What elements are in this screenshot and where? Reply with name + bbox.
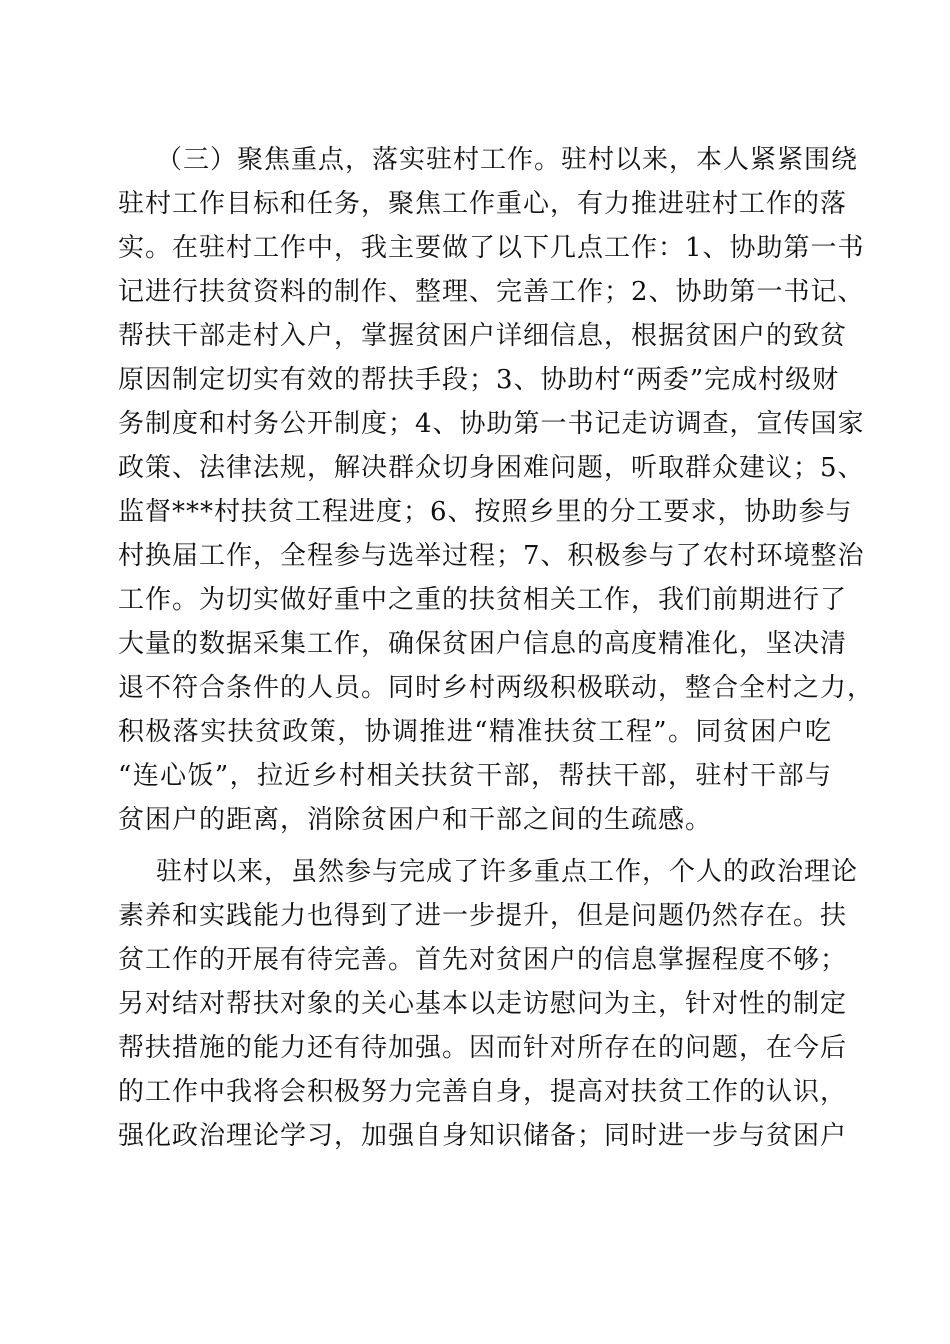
paragraph-line: 村换届工作，全程参与选举过程；7、积极参与了农村环境整治 [118,541,865,571]
paragraph-work-summary [118,138,875,842]
paragraph-line: 另对结对帮扶对象的关心基本以走访慰问为主，针对性的制定 [118,989,848,1019]
paragraph-line: 帮扶干部走村入户，掌握贫困户详细信息，根据贫困户的致贫 [118,321,848,351]
paragraph-line: 实。在驻村工作中，我主要做了以下几点工作：1、协助第一书 [118,233,865,263]
paragraph-line: 驻村工作目标和任务，聚焦工作重心，有力推进驻村工作的落 [118,189,848,219]
paragraph-line: 务制度和村务公开制度；4、协助第一书记走访调查，宣传国家 [118,409,865,439]
paragraph-line: 贫困户的距离，消除贫困户和干部之间的生疏感。 [118,805,713,835]
paragraph-line: 的工作中我将会积极努力完善自身，提高对扶贫工作的认识， [118,1077,848,1107]
paragraph-line: 素养和实践能力也得到了进一步提升，但是问题仍然存在。扶 [118,901,848,931]
paragraph-line: 驻村以来，虽然参与完成了许多重点工作，个人的政治理论 [156,857,859,887]
paragraph-line: 帮扶措施的能力还有待加强。因而针对所存在的问题，在今后 [118,1033,848,1063]
paragraph-line: “连心饭”，拉近乡村相关扶贫干部，帮扶干部，驻村干部与 [118,761,832,791]
paragraph-line: 监督***村扶贫工程进度；6、按照乡里的分工要求，协助参与 [118,497,853,527]
paragraph-line: 大量的数据采集工作，确保贫困户信息的高度精准化，坚决清 [118,629,848,659]
paragraph-line: 强化政治理论学习，加强自身知识储备；同时进一步与贫困户 [118,1121,848,1151]
paragraph-line: （三）聚焦重点，落实驻村工作。驻村以来，本人紧紧围绕 [156,145,859,175]
paragraph-problems-and-plans [118,850,859,1158]
paragraph-line: 记进行扶贫资料的制作、整理、完善工作；2、协助第一书记、 [118,277,865,307]
paragraph-line: 工作。为切实做好重中之重的扶贫相关工作，我们前期进行了 [118,585,848,615]
paragraph-line: 积极落实扶贫政策，协调推进“精准扶贫工程”。同贫困户吃 [118,717,832,747]
paragraph-line: 退不符合条件的人员。同时乡村两级积极联动，整合全村之力， [118,673,875,703]
paragraph-line: 贫工作的开展有待完善。首先对贫困户的信息掌握程度不够； [118,945,848,975]
paragraph-line: 原因制定切实有效的帮扶手段；3、协助村“两委”完成村级财 [118,365,840,395]
paragraph-line: 政策、法律法规，解决群众切身困难问题，听取群众建议；5、 [118,453,865,483]
